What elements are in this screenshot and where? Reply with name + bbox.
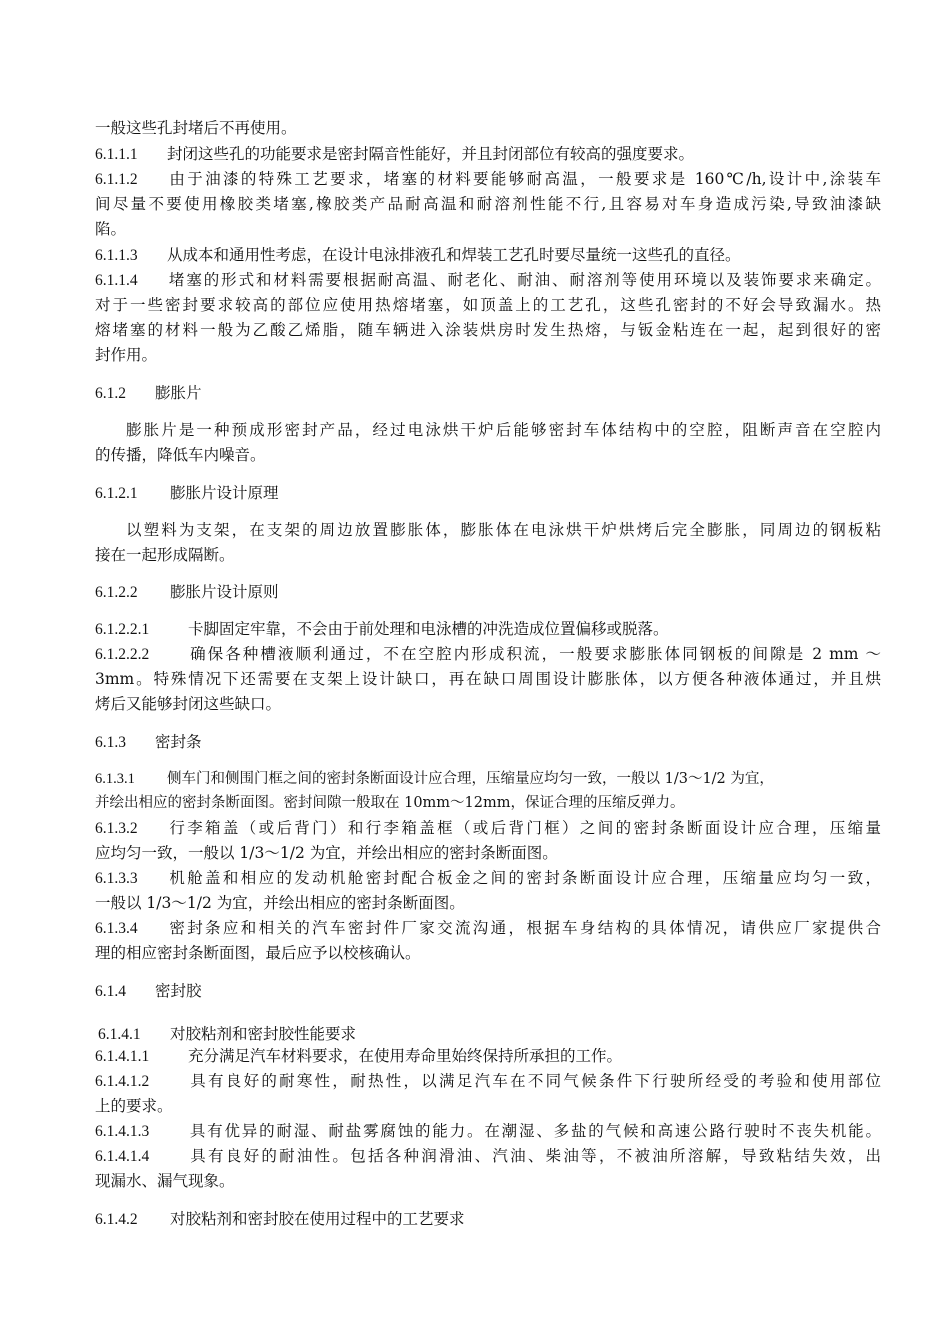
clause-number: 6.1.1.1 bbox=[95, 146, 138, 163]
section-6-1-2-1-heading: 6.1.2.1 膨胀片设计原理 bbox=[95, 481, 279, 506]
text-line: 接在一起形成隔断。 bbox=[95, 546, 235, 564]
clause-number: 6.1.2.2.1 bbox=[95, 621, 150, 638]
text-line: 对于一些密封要求较高的部位应使用热熔堵塞，如顶盖上的工艺孔，这些孔密封的不好会导致漏水。热 bbox=[95, 296, 881, 314]
clause-6-1-1-2: 6.1.1.2 由于油漆的特殊工艺要求，堵塞的材料要能够耐高温，一般要求是 160℃/h,设计中,涂装车 bbox=[95, 167, 881, 192]
clause-number: 6.1.1.4 bbox=[95, 272, 138, 289]
text-line: 间尽量不要使用橡胶类堵塞,橡胶类产品耐高温和耐溶剂性能不行,且容易对车身造成污染,导致油漆缺 bbox=[95, 195, 881, 213]
clause-6-1-4-1-3: 6.1.4.1.3 具有优异的耐湿、耐盐雾腐蚀的能力。在潮湿、多盐的气候和高速公路行驶时不丧失机能。 bbox=[95, 1119, 881, 1144]
clause-number: 6.1.4.1.4 bbox=[95, 1148, 150, 1165]
text-line: 并绘出相应的密封条断面图。密封间隙一般取在 10mm～12mm，保证合理的压缩反弹力。 bbox=[95, 795, 685, 811]
text-line: 的传播，降低车内噪音。 bbox=[95, 446, 266, 464]
clause-number: 6.1.4.1.2 bbox=[95, 1073, 150, 1090]
text-line: 理的相应密封条断面图，最后应予以校核确认。 bbox=[95, 944, 421, 962]
clause-6-1-3-3: 6.1.3.3 机舱盖和相应的发动机舱密封配合板金之间的密封条断面设计应合理，压缩量应均匀一致， bbox=[95, 866, 881, 891]
clause-6-1-1-4: 6.1.1.4 堵塞的形式和材料需要根据耐高温、耐老化、耐油、耐溶剂等使用环境以及装饰要求来确定。 bbox=[95, 268, 881, 293]
text-line: 应均匀一致，一般以 1/3～1/2 为宜，并绘出相应的密封条断面图。 bbox=[95, 844, 558, 862]
clause-6-1-3-1: 6.1.3.1 侧车门和侧围门框之间的密封条断面设计应合理，压缩量应均匀一致，一般以 1/3～1/2 为宜， bbox=[95, 767, 774, 791]
clause-6-1-4-1: 6.1.4.1 对胶粘剂和密封胶性能要求 bbox=[98, 1022, 356, 1047]
text-line: 一般以 1/3～1/2 为宜，并绘出相应的密封条断面图。 bbox=[95, 894, 465, 912]
clause-number: 6.1.3.2 bbox=[95, 820, 138, 837]
clause-6-1-1-1: 6.1.1.1 封闭这些孔的功能要求是密封隔音性能好，并且封闭部位有较高的强度要求。 bbox=[95, 142, 694, 167]
clause-number: 6.1.4.2 bbox=[95, 1211, 138, 1228]
clause-6-1-3-4: 6.1.3.4 密封条应和相关的汽车密封件厂家交流沟通，根据车身结构的具体情况，请供应厂家提供合 bbox=[95, 916, 881, 941]
section-6-1-4-2-heading: 6.1.4.2 对胶粘剂和密封胶在使用过程中的工艺要求 bbox=[95, 1207, 465, 1232]
clause-6-1-2-2-2: 6.1.2.2.2 确保各种槽液顺利通过，不在空腔内形成积流，一般要求膨胀体同钢板的间隙是 2 mm ～ bbox=[95, 642, 881, 667]
clause-number: 6.1.3.3 bbox=[95, 870, 138, 887]
text-line: 熔堵塞的材料一般为乙酸乙烯脂，随车辆进入涂装烘房时发生热熔，与钣金粘连在一起，起到很好的密 bbox=[95, 321, 881, 339]
section-6-1-2-heading: 6.1.2 膨胀片 bbox=[95, 381, 202, 406]
clause-6-1-4-1-4: 6.1.4.1.4 具有良好的耐油性。包括各种润滑油、汽油、柴油等，不被油所溶解，导致粘结失效，出 bbox=[95, 1144, 881, 1169]
text-line: 3mm。特殊情况下还需要在支架上设计缺口，再在缺口周围设计膨胀体，以方便各种液体通过，并且烘 bbox=[95, 670, 881, 688]
clause-number: 6.1.1.2 bbox=[95, 171, 138, 188]
clause-number: 6.1.2.2.2 bbox=[95, 646, 150, 663]
clause-number: 6.1.2.1 bbox=[95, 485, 138, 502]
clause-6-1-2-2-1: 6.1.2.2.1 卡脚固定牢靠，不会由于前处理和电泳槽的冲洗造成位置偏移或脱落。 bbox=[95, 617, 669, 642]
clause-number: 6.1.4.1 bbox=[98, 1026, 141, 1043]
clause-number: 6.1.4.1.3 bbox=[95, 1123, 150, 1140]
text-line: 烤后又能够封闭这些缺口。 bbox=[95, 695, 282, 713]
section-6-1-2-2-heading: 6.1.2.2 膨胀片设计原则 bbox=[95, 580, 279, 605]
clause-6-1-4-1-1: 6.1.4.1.1 充分满足汽车材料要求，在使用寿命里始终保持所承担的工作。 bbox=[95, 1044, 622, 1069]
clause-number: 6.1.2.2 bbox=[95, 584, 138, 601]
text-line: 一般这些孔封堵后不再使用。 bbox=[95, 119, 297, 137]
clause-number: 6.1.3.1 bbox=[95, 771, 135, 787]
section-6-1-3-heading: 6.1.3 密封条 bbox=[95, 730, 202, 755]
text-line: 上的要求。 bbox=[95, 1097, 173, 1115]
clause-number: 6.1.4 bbox=[95, 983, 126, 1000]
text-line: 现漏水、漏气现象。 bbox=[95, 1172, 235, 1190]
clause-number: 6.1.2 bbox=[95, 385, 126, 402]
paragraph-line: 以塑料为支架，在支架的周边放置膨胀体，膨胀体在电泳烘干炉烘烤后完全膨胀，同周边的钢板粘 bbox=[126, 521, 881, 539]
text-line: 封作用。 bbox=[95, 346, 158, 364]
text-line: 陷。 bbox=[95, 220, 127, 238]
clause-number: 6.1.1.3 bbox=[95, 247, 138, 264]
clause-number: 6.1.3 bbox=[95, 734, 126, 751]
clause-6-1-3-2: 6.1.3.2 行李箱盖（或后背门）和行李箱盖框（或后背门框）之间的密封条断面设计应合理，压缩量 bbox=[95, 816, 881, 841]
paragraph-line: 膨胀片是一种预成形密封产品，经过电泳烘干炉后能够密封车体结构中的空腔，阻断声音在空腔内 bbox=[126, 421, 881, 439]
clause-6-1-1-3: 6.1.1.3 从成本和通用性考虑，在设计电泳排液孔和焊装工艺孔时要尽量统一这些孔的直径。 bbox=[95, 243, 741, 268]
clause-number: 6.1.3.4 bbox=[95, 920, 138, 937]
section-6-1-4-heading: 6.1.4 密封胶 bbox=[95, 979, 202, 1004]
clause-6-1-4-1-2: 6.1.4.1.2 具有良好的耐寒性，耐热性，以满足汽车在不同气候条件下行驶所经受的考验和使用部位 bbox=[95, 1069, 881, 1094]
clause-number: 6.1.4.1.1 bbox=[95, 1048, 150, 1065]
